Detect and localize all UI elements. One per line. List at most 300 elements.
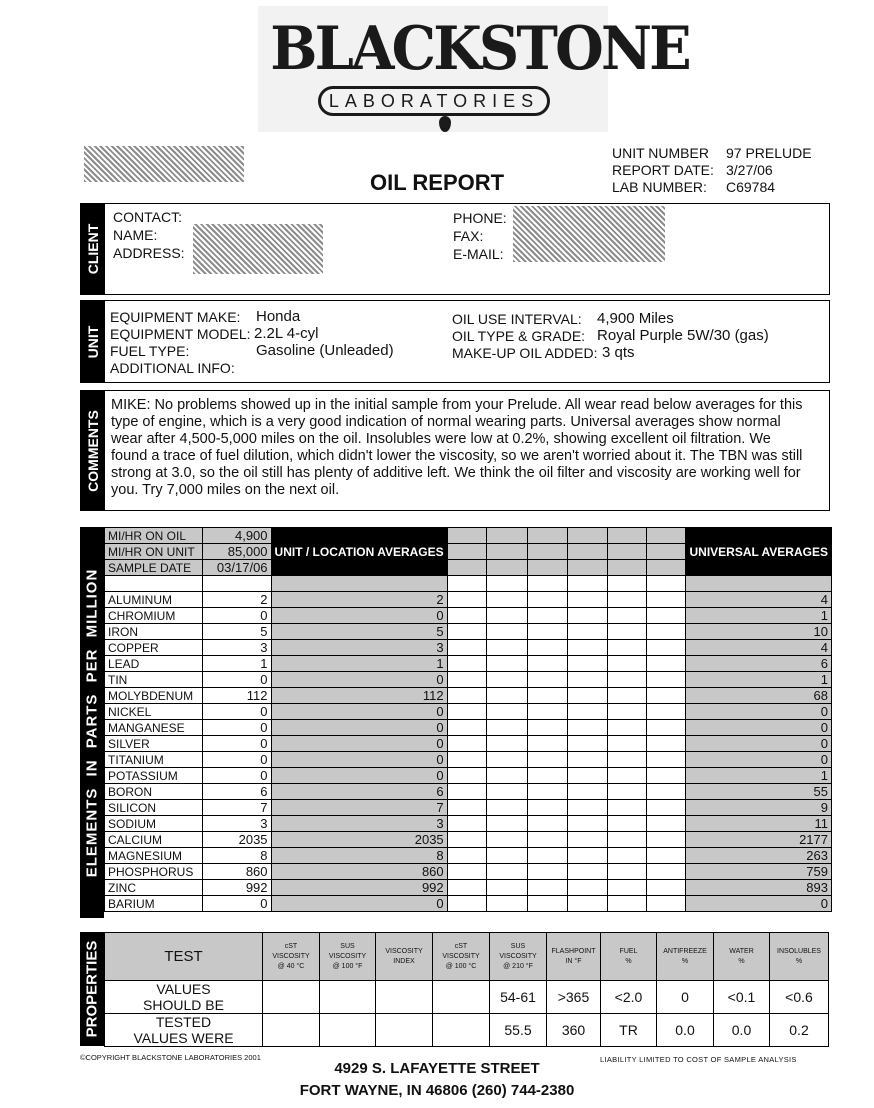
history-cell: [568, 656, 608, 672]
element-row: [105, 656, 832, 672]
history-cell: [447, 688, 486, 704]
history-cell: [447, 544, 486, 560]
element-unit-average: 3: [271, 816, 447, 832]
history-cell: [607, 736, 646, 752]
redacted-name-address: [193, 224, 323, 274]
row-label-line: VALUES: [156, 981, 211, 997]
history-cell: [607, 896, 646, 912]
property-value: TR: [601, 1014, 657, 1047]
property-value: >365: [547, 981, 601, 1014]
property-header: [320, 933, 376, 981]
element-unit-average: 0: [271, 736, 447, 752]
element-row: [105, 832, 832, 848]
spacer-cell: [271, 576, 447, 592]
history-cell: [568, 832, 608, 848]
history-cell: [527, 736, 567, 752]
element-name: TITANIUM: [105, 752, 203, 768]
element-universal-average: 6: [686, 656, 832, 672]
history-cell: [486, 752, 527, 768]
element-row: [105, 736, 832, 752]
history-cell: [646, 528, 686, 544]
oil-use-interval-label: OIL USE INTERVAL:: [452, 311, 582, 327]
history-cell: [607, 752, 646, 768]
history-cell: [646, 544, 686, 560]
history-cell: [447, 800, 486, 816]
property-value: 0.0: [657, 1014, 714, 1047]
history-cell: [527, 528, 567, 544]
history-cell: [447, 784, 486, 800]
universal-averages-header: UNIVERSAL AVERAGES: [686, 528, 832, 576]
spacer-cell: [447, 576, 486, 592]
element-universal-average: 68: [686, 688, 832, 704]
property-header-line: %: [795, 957, 803, 965]
element-unit-average: 8: [271, 848, 447, 864]
meta-row: [105, 528, 832, 544]
element-unit-average: 6: [271, 784, 447, 800]
history-cell: [527, 672, 567, 688]
elements-side-label: ELEMENTS IN PARTS PER MILLION: [80, 527, 104, 918]
unit-section: [80, 300, 830, 383]
element-value: 0: [203, 896, 271, 912]
element-row: [105, 672, 832, 688]
spacer-cell: [686, 576, 832, 592]
history-cell: [527, 768, 567, 784]
property-header-line: %: [738, 957, 745, 965]
history-cell: [646, 896, 686, 912]
history-cell: [568, 800, 608, 816]
element-row: [105, 768, 832, 784]
lab-number-line: LAB NUMBER: C69784: [612, 179, 776, 195]
history-cell: [568, 816, 608, 832]
property-header-line: ANTIFREEZE: [663, 947, 707, 955]
history-cell: [527, 544, 567, 560]
property-header-line: @ 210 °F: [503, 962, 533, 970]
element-row: [105, 640, 832, 656]
element-unit-average: 0: [271, 720, 447, 736]
history-cell: [527, 608, 567, 624]
element-unit-average: 2: [271, 592, 447, 608]
element-row: [105, 624, 832, 640]
element-row: [105, 816, 832, 832]
element-value: 1: [203, 656, 271, 672]
property-header-line: %: [681, 957, 689, 965]
row-label-line: TESTED: [155, 1014, 212, 1030]
properties-table: [104, 932, 829, 1047]
element-universal-average: 1: [686, 608, 832, 624]
tested-row: [105, 1014, 829, 1047]
client-section: [80, 203, 830, 295]
property-value: [433, 981, 490, 1014]
should-be-row: [105, 981, 829, 1014]
history-cell: [527, 656, 567, 672]
history-cell: [607, 528, 646, 544]
comments-tab: COMMENTS: [81, 391, 105, 510]
property-value: 0.0: [714, 1014, 770, 1047]
element-row: [105, 688, 832, 704]
fuel-type-label: FUEL TYPE:: [110, 343, 190, 359]
spacer-cell: [527, 576, 567, 592]
element-name: CALCIUM: [105, 832, 203, 848]
history-cell: [568, 784, 608, 800]
element-universal-average: 0: [686, 720, 832, 736]
property-header-line: VISCOSITY: [272, 952, 310, 960]
history-cell: [527, 864, 567, 880]
property-header-line: FLASHPOINT: [551, 947, 596, 955]
property-header-line: VISCOSITY: [499, 952, 537, 960]
element-value: 6: [203, 784, 271, 800]
history-cell: [486, 800, 527, 816]
element-unit-average: 1: [271, 656, 447, 672]
element-name: ALUMINUM: [105, 592, 203, 608]
history-cell: [646, 832, 686, 848]
report-identifiers: [612, 145, 812, 196]
spacer-row: [105, 576, 832, 592]
history-cell: [607, 688, 646, 704]
history-cell: [527, 832, 567, 848]
history-cell: [607, 640, 646, 656]
history-cell: [568, 880, 608, 896]
element-universal-average: 759: [686, 864, 832, 880]
element-universal-average: 0: [686, 704, 832, 720]
element-name: MOLYBDENUM: [105, 688, 203, 704]
elements-section: [80, 527, 832, 918]
history-cell: [568, 592, 608, 608]
history-cell: [646, 752, 686, 768]
history-cell: [447, 752, 486, 768]
meta-label: MI/HR ON OIL: [105, 528, 203, 544]
email-label: E-MAIL:: [453, 246, 504, 262]
history-cell: [568, 640, 608, 656]
element-name: SODIUM: [105, 816, 203, 832]
additional-info-label: ADDITIONAL INFO:: [110, 360, 235, 376]
property-header-line: %: [625, 957, 632, 965]
meta-value: 85,000: [203, 544, 271, 560]
history-cell: [527, 592, 567, 608]
element-row: [105, 864, 832, 880]
history-cell: [646, 848, 686, 864]
report-title: OIL REPORT: [370, 170, 505, 195]
history-cell: [486, 624, 527, 640]
history-cell: [568, 736, 608, 752]
spacer-cell: [486, 576, 527, 592]
row-label-line: VALUES WERE: [133, 1030, 234, 1046]
properties-header-row: [105, 933, 829, 981]
history-cell: [527, 560, 567, 576]
element-name: MANGANESE: [105, 720, 203, 736]
liability-text: LIABILITY LIMITED TO COST OF SAMPLE ANALYSIS: [600, 1055, 797, 1064]
client-tab: CLIENT: [81, 204, 105, 294]
contact-label: CONTACT:: [113, 209, 182, 225]
history-cell: [646, 880, 686, 896]
property-header: [376, 933, 433, 981]
history-cell: [447, 672, 486, 688]
oil-type-grade-label: OIL TYPE & GRADE:: [452, 328, 586, 344]
history-cell: [607, 560, 646, 576]
element-name: NICKEL: [105, 704, 203, 720]
element-row: [105, 784, 832, 800]
history-cell: [486, 528, 527, 544]
element-name: BARIUM: [105, 896, 203, 912]
row-label: [105, 1014, 263, 1047]
elements-table: [104, 527, 832, 912]
history-cell: [646, 720, 686, 736]
element-unit-average: 0: [271, 752, 447, 768]
history-cell: [527, 688, 567, 704]
history-cell: [527, 624, 567, 640]
spacer-cell: [646, 576, 686, 592]
element-universal-average: 263: [686, 848, 832, 864]
property-header-line: WATER: [729, 947, 754, 955]
unit-number-value: 97 PRELUDE: [726, 145, 812, 161]
client-contact-labels: [453, 209, 507, 263]
history-cell: [646, 704, 686, 720]
element-row: [105, 704, 832, 720]
element-value: 0: [203, 752, 271, 768]
property-value: <0.1: [714, 981, 770, 1014]
history-cell: [607, 800, 646, 816]
history-cell: [486, 704, 527, 720]
equipment-model-label: EQUIPMENT MODEL:: [110, 326, 251, 342]
property-header-line: @ 100 °C: [445, 962, 477, 970]
property-header-line: FUEL: [619, 947, 638, 955]
history-cell: [568, 768, 608, 784]
history-cell: [646, 592, 686, 608]
property-header-line: cST: [284, 942, 298, 950]
property-value: 54-61: [490, 981, 547, 1014]
makeup-oil-label: MAKE-UP OIL ADDED:: [452, 345, 598, 361]
history-cell: [447, 624, 486, 640]
history-cell: [486, 880, 527, 896]
address-line-1: 4929 S. LAFAYETTE STREET: [334, 1060, 540, 1077]
spacer-cell: [607, 576, 646, 592]
property-value: <0.6: [770, 981, 829, 1014]
equipment-model-value: 2.2L 4-cyl: [254, 325, 319, 342]
history-cell: [646, 864, 686, 880]
history-cell: [607, 624, 646, 640]
property-header: [657, 933, 714, 981]
property-header: [601, 933, 657, 981]
property-value: [376, 1014, 433, 1047]
fuel-type-value: Gasoline (Unleaded): [256, 342, 394, 359]
element-row: [105, 752, 832, 768]
address-label: ADDRESS:: [113, 245, 185, 261]
element-name: MAGNESIUM: [105, 848, 203, 864]
property-value: [263, 981, 320, 1014]
property-header: [490, 933, 547, 981]
equipment-make-label: EQUIPMENT MAKE:: [110, 309, 241, 325]
history-cell: [447, 896, 486, 912]
element-value: 3: [203, 640, 271, 656]
element-universal-average: 0: [686, 752, 832, 768]
history-cell: [607, 656, 646, 672]
history-cell: [527, 896, 567, 912]
property-header: [433, 933, 490, 981]
unit-number-line: UNIT NUMBER 97 PRELUDE: [612, 145, 812, 161]
history-cell: [568, 608, 608, 624]
history-cell: [447, 704, 486, 720]
phone-label: PHONE:: [453, 210, 507, 226]
element-universal-average: 4: [686, 640, 832, 656]
element-name: TIN: [105, 672, 203, 688]
history-cell: [568, 688, 608, 704]
history-cell: [447, 592, 486, 608]
meta-value: 03/17/06: [203, 560, 271, 576]
element-value: 5: [203, 624, 271, 640]
history-cell: [447, 528, 486, 544]
element-universal-average: 2177: [686, 832, 832, 848]
element-unit-average: 3: [271, 640, 447, 656]
unit-left-labels: [110, 309, 251, 377]
property-value: 360: [547, 1014, 601, 1047]
element-name: CHROMIUM: [105, 608, 203, 624]
history-cell: [646, 816, 686, 832]
history-cell: [527, 704, 567, 720]
element-row: [105, 848, 832, 864]
element-value: 7: [203, 800, 271, 816]
element-name: SILVER: [105, 736, 203, 752]
history-cell: [607, 864, 646, 880]
property-header-line: SUS: [340, 942, 355, 950]
history-cell: [486, 688, 527, 704]
property-header: [714, 933, 770, 981]
comments-section: [80, 390, 830, 511]
history-cell: [447, 768, 486, 784]
element-universal-average: 11: [686, 816, 832, 832]
properties-side-label: PROPERTIES: [80, 932, 104, 1046]
company-logo: [258, 6, 689, 132]
property-header: [770, 933, 829, 981]
history-cell: [646, 672, 686, 688]
report-date-value: 3/27/06: [726, 162, 773, 178]
element-name: LEAD: [105, 656, 203, 672]
element-row: [105, 592, 832, 608]
history-cell: [447, 816, 486, 832]
history-cell: [447, 560, 486, 576]
history-cell: [486, 592, 527, 608]
element-value: 112: [203, 688, 271, 704]
property-header: [263, 933, 320, 981]
history-cell: [568, 720, 608, 736]
element-universal-average: 0: [686, 896, 832, 912]
element-value: 860: [203, 864, 271, 880]
history-cell: [447, 736, 486, 752]
history-cell: [568, 624, 608, 640]
copyright-text: ©COPYRIGHT BLACKSTONE LABORATORIES 2001: [80, 1053, 261, 1062]
unit-right-labels: [452, 311, 597, 362]
client-labels: [113, 208, 185, 262]
history-cell: [646, 768, 686, 784]
element-name: ZINC: [105, 880, 203, 896]
element-universal-average: 1: [686, 672, 832, 688]
history-cell: [486, 672, 527, 688]
history-cell: [486, 720, 527, 736]
element-name: COPPER: [105, 640, 203, 656]
element-unit-average: 0: [271, 768, 447, 784]
element-unit-average: 992: [271, 880, 447, 896]
history-cell: [646, 800, 686, 816]
history-cell: [646, 736, 686, 752]
property-header-line: VISCOSITY: [442, 952, 480, 960]
element-value: 2035: [203, 832, 271, 848]
history-cell: [646, 560, 686, 576]
history-cell: [607, 832, 646, 848]
history-cell: [568, 896, 608, 912]
history-cell: [486, 768, 527, 784]
history-cell: [568, 864, 608, 880]
element-value: 992: [203, 880, 271, 896]
history-cell: [527, 752, 567, 768]
redacted-customer-block: [84, 146, 244, 182]
property-value: [376, 981, 433, 1014]
history-cell: [607, 880, 646, 896]
comments-text: MIKE: No problems showed up in the initial sample from your Prelude. All wear read below averages for this type of engine, which is a very good indication of normal wearing parts. Universal averages show normal wear after 4,500-5,000 miles on the oil. Insolubles were low at 0.2%, showing excellent oil filtration. We found a trace of fuel dilution, which didn't lower the viscosity, so we aren't worried about it. The TBN was still strong at 3.0, so the oil still has plenty of additive left. We think the oil filter and viscosity are working well for you. Try 7,000 miles on the next oil.: [111, 397, 803, 498]
element-row: [105, 800, 832, 816]
history-cell: [447, 880, 486, 896]
element-unit-average: 112: [271, 688, 447, 704]
history-cell: [607, 672, 646, 688]
history-cell: [486, 848, 527, 864]
property-header-line: cST: [454, 942, 468, 950]
element-value: 0: [203, 608, 271, 624]
lab-number-value: C69784: [726, 179, 776, 195]
element-universal-average: 893: [686, 880, 832, 896]
history-cell: [486, 656, 527, 672]
fax-label: FAX:: [453, 228, 484, 244]
history-cell: [607, 592, 646, 608]
properties-section: [80, 932, 834, 1046]
element-value: 8: [203, 848, 271, 864]
history-cell: [568, 528, 608, 544]
history-cell: [568, 848, 608, 864]
property-value: 0.2: [770, 1014, 829, 1047]
element-unit-average: 5: [271, 624, 447, 640]
element-universal-average: 1: [686, 768, 832, 784]
oil-drop-icon: [439, 116, 451, 132]
element-name: IRON: [105, 624, 203, 640]
element-row: [105, 720, 832, 736]
element-value: 0: [203, 768, 271, 784]
history-cell: [568, 544, 608, 560]
unit-right-values: [597, 310, 769, 361]
element-universal-average: 10: [686, 624, 832, 640]
property-header-line: INSOLUBLES: [777, 947, 821, 955]
report-date-line: REPORT DATE: 3/27/06: [612, 162, 773, 178]
property-value: [320, 1014, 376, 1047]
history-cell: [568, 672, 608, 688]
element-unit-average: 7: [271, 800, 447, 816]
element-row: [105, 896, 832, 912]
meta-label: MI/HR ON UNIT: [105, 544, 203, 560]
element-name: SILICON: [105, 800, 203, 816]
name-label: NAME:: [113, 227, 158, 243]
spacer-cell: [568, 576, 608, 592]
history-cell: [527, 848, 567, 864]
history-cell: [486, 608, 527, 624]
property-header-line: @ 40 °C: [277, 962, 305, 970]
test-header: TEST: [105, 933, 263, 981]
element-name: POTASSIUM: [105, 768, 203, 784]
unit-left-values: [256, 308, 394, 359]
history-cell: [527, 880, 567, 896]
property-header-line: VISCOSITY: [328, 952, 367, 960]
property-header: [547, 933, 601, 981]
history-cell: [646, 624, 686, 640]
history-cell: [568, 752, 608, 768]
makeup-oil-value: 3 qts: [602, 344, 635, 361]
history-cell: [646, 784, 686, 800]
history-cell: [607, 704, 646, 720]
row-label: [105, 981, 263, 1014]
